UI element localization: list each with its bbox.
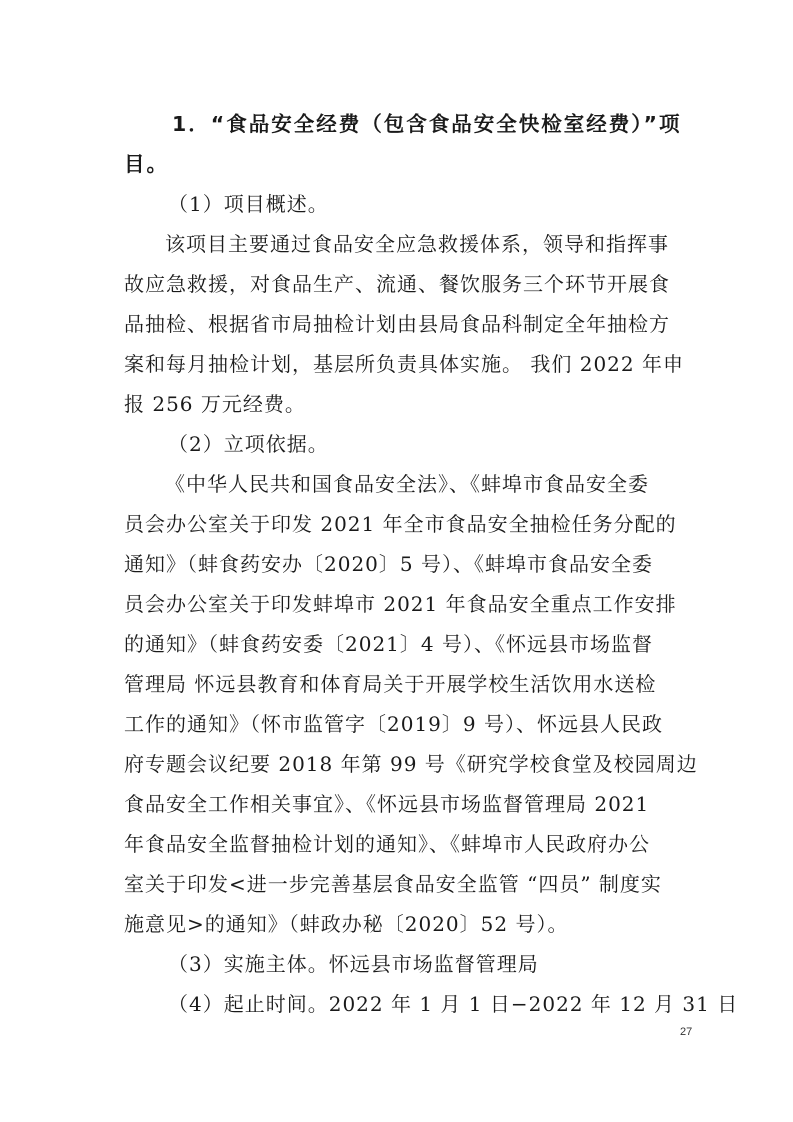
basis-heading: （2）立项依据。 [168,432,329,456]
basis-line-6: 管理局 怀远县教育和体育局关于开展学校生活饮用水送检 [124,672,657,696]
basis-line-2: 员会办公室关于印发 2021 年全市食品安全抽检任务分配的 [124,512,677,536]
page-number: 27 [680,1026,693,1038]
period-paragraph: （4）起止时间。2022 年 1 月 1 日−2022 年 12 月 31 日 [168,992,739,1016]
section-title-line-2: 目。 [124,152,169,176]
overview-line-4: 案和每月抽检计划，基层所负责具体实施。 我们 2022 年申 [124,352,684,376]
overview-line-2: 故应急救援，对食品生产、流通、餐饮服务三个环节开展食 [124,272,670,296]
basis-line-11: 室关于印发<进一步完善基层食品安全监管 “四员” 制度实 [124,872,662,896]
overview-line-5: 报 256 万元经费。 [124,392,306,416]
basis-line-9: 食品安全工作相关事宜》、《怀远县市场监督管理局 2021 [124,792,650,816]
basis-line-3: 通知》（蚌食药安办〔2020〕5 号）、《蚌埠市食品安全委 [124,552,653,576]
basis-line-5: 的通知》（蚌食药安委〔2021〕4 号）、《怀远县市场监督 [124,632,653,656]
basis-line-10: 年食品安全监督抽检计划的通知》、《蚌埠市人民政府办公 [124,832,650,856]
basis-line-4: 员会办公室关于印发蚌埠市 2021 年食品安全重点工作安排 [124,592,677,616]
basis-line-7: 工作的通知》（怀市监管字〔2019〕9 号）、怀远县人民政 [124,712,663,736]
basis-line-8: 府专题会议纪要 2018 年第 99 号《研究学校食堂及校园周边 [124,752,698,776]
basis-line-1: 《中华人民共和国食品安全法》、《蚌埠市食品安全委 [165,472,649,496]
overview-heading: （1）项目概述。 [168,192,329,216]
section-title-line-1: 1．“食品安全经费（包含食品安全快检室经费）”项 [172,112,682,136]
subject-paragraph: （3）实施主体。怀远县市场监督管理局 [168,952,539,976]
overview-line-3: 品抽检、根据省市局抽检计划由县局食品科制定全年抽检方 [124,312,670,336]
basis-line-12: 施意见>的通知》（蚌政办秘〔2020〕52 号）。 [124,912,569,936]
overview-line-1: 该项目主要通过食品安全应急救援体系，领导和指挥事 [165,232,669,256]
